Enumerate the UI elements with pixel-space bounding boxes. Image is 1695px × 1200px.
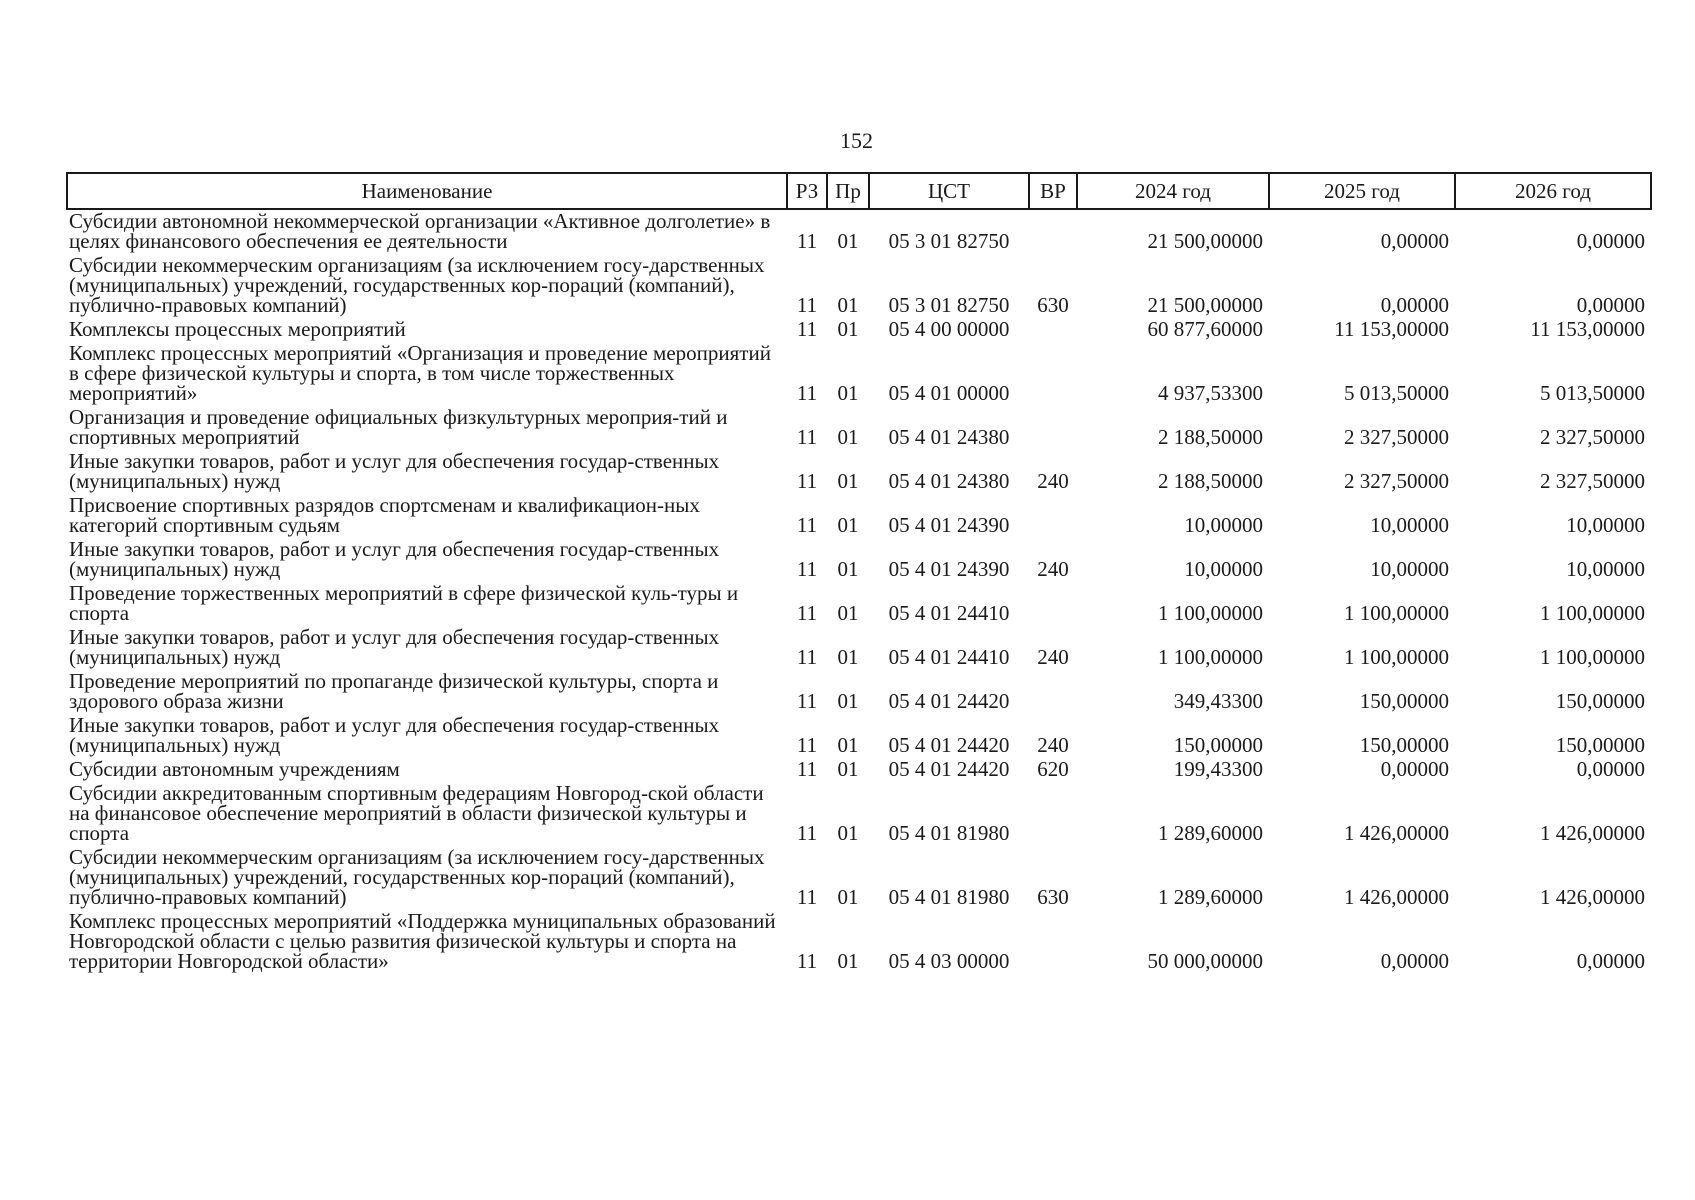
cell-name: Субсидии некоммерческим организациям (за исключением госу-дарственных (муниципальных) учреждений, государственных кор-пораций (компаний), публично-правовых компаний) <box>69 253 765 317</box>
cell-rz: 11 <box>796 293 818 317</box>
cell-2025: 1 100,00000 <box>1344 645 1449 669</box>
cell-2024: 2 188,50000 <box>1158 425 1263 449</box>
cell-2026: 2 327,50000 <box>1540 469 1645 493</box>
header-pr: Пр <box>827 173 869 209</box>
cell-2024: 50 000,00000 <box>1147 949 1263 973</box>
cell-rz: 11 <box>796 885 818 909</box>
cell-vr <box>1029 209 1077 254</box>
cell-2024: 4 937,53300 <box>1158 381 1263 405</box>
cell-cst: 05 4 01 24390 <box>888 557 1010 581</box>
cell-vr: 240 <box>1037 557 1069 581</box>
cell-pr: 01 <box>837 645 859 669</box>
cell-cst: 05 4 01 81980 <box>888 885 1010 909</box>
table-row <box>67 450 1651 494</box>
cell-name: Проведение мероприятий по пропаганде физической культуры, спорта и здорового образа жизни <box>69 669 719 713</box>
cell-2024: 1 289,60000 <box>1158 885 1263 909</box>
cell-vr: 620 <box>1037 757 1069 781</box>
cell-2026: 1 100,00000 <box>1540 601 1645 625</box>
cell-pr: 01 <box>837 229 859 253</box>
cell-rz: 11 <box>796 513 818 537</box>
cell-name: Иные закупки товаров, работ и услуг для обеспечения государ-ственных (муниципальных) нужд <box>69 713 720 757</box>
table-row <box>67 318 1651 342</box>
cell-2026: 5 013,50000 <box>1540 381 1645 405</box>
header-2026: 2026 год <box>1455 173 1651 209</box>
cell-2025: 0,00000 <box>1380 229 1449 253</box>
cell-rz: 11 <box>796 733 818 757</box>
cell-pr: 01 <box>837 425 859 449</box>
cell-vr <box>1029 582 1077 626</box>
cell-rz: 11 <box>796 645 818 669</box>
cell-2026: 0,00000 <box>1576 757 1645 781</box>
cell-pr: 01 <box>837 757 859 781</box>
table-row <box>67 910 1651 974</box>
cell-pr: 01 <box>837 513 859 537</box>
cell-2025: 150,00000 <box>1359 733 1449 757</box>
cell-rz: 11 <box>796 469 818 493</box>
cell-cst: 05 4 01 24420 <box>888 733 1010 757</box>
cell-pr: 01 <box>837 317 859 341</box>
cell-rz: 11 <box>796 557 818 581</box>
cell-name: Присвоение спортивных разрядов спортсменам и квалификацион-ных категорий спортивным судьям <box>69 493 700 537</box>
cell-vr <box>1029 406 1077 450</box>
table-row <box>67 626 1651 670</box>
cell-pr: 01 <box>837 821 859 845</box>
cell-cst: 05 4 01 00000 <box>888 381 1010 405</box>
cell-2024: 10,00000 <box>1184 513 1263 537</box>
cell-2026: 2 327,50000 <box>1540 425 1645 449</box>
cell-rz: 11 <box>796 757 818 781</box>
cell-vr: 630 <box>1037 293 1069 317</box>
table-row <box>67 342 1651 406</box>
cell-2025: 2 327,50000 <box>1344 469 1449 493</box>
cell-name: Субсидии аккредитованным спортивным федерациям Новгород-ской области на финансовое обеспечение мероприятий в области физической культуры и спорта <box>69 781 764 845</box>
cell-2024: 21 500,00000 <box>1147 293 1263 317</box>
cell-2026: 1 426,00000 <box>1540 821 1645 845</box>
cell-2025: 1 100,00000 <box>1344 601 1449 625</box>
cell-name: Иные закупки товаров, работ и услуг для обеспечения государ-ственных (муниципальных) нужд <box>69 625 720 669</box>
cell-vr: 240 <box>1037 733 1069 757</box>
cell-2026: 1 426,00000 <box>1540 885 1645 909</box>
cell-2024: 10,00000 <box>1184 557 1263 581</box>
cell-2025: 5 013,50000 <box>1344 381 1449 405</box>
cell-vr: 240 <box>1037 645 1069 669</box>
cell-name: Иные закупки товаров, работ и услуг для обеспечения государ-ственных (муниципальных) нужд <box>69 449 720 493</box>
cell-2024: 60 877,60000 <box>1147 317 1263 341</box>
header-2025: 2025 год <box>1269 173 1455 209</box>
cell-2026: 10,00000 <box>1566 557 1645 581</box>
cell-cst: 05 4 01 24420 <box>888 689 1010 713</box>
table-row <box>67 670 1651 714</box>
cell-2025: 11 153,00000 <box>1334 317 1449 341</box>
header-vr: ВР <box>1029 173 1077 209</box>
cell-2026: 1 100,00000 <box>1540 645 1645 669</box>
cell-name: Субсидии автономным учреждениям <box>69 757 400 781</box>
cell-vr <box>1029 318 1077 342</box>
table-body <box>67 209 1651 974</box>
table-row <box>67 538 1651 582</box>
cell-cst: 05 4 01 24410 <box>888 601 1010 625</box>
cell-pr: 01 <box>837 689 859 713</box>
cell-pr: 01 <box>837 469 859 493</box>
cell-2025: 1 426,00000 <box>1344 885 1449 909</box>
header-name: Наименование <box>67 173 787 209</box>
cell-2024: 1 289,60000 <box>1158 821 1263 845</box>
cell-pr: 01 <box>837 381 859 405</box>
cell-2025: 10,00000 <box>1370 557 1449 581</box>
cell-cst: 05 3 01 82750 <box>888 293 1010 317</box>
cell-rz: 11 <box>796 601 818 625</box>
cell-2024: 2 188,50000 <box>1158 469 1263 493</box>
cell-pr: 01 <box>837 601 859 625</box>
header-2024: 2024 год <box>1077 173 1269 209</box>
table-row <box>67 758 1651 782</box>
cell-2024: 1 100,00000 <box>1158 645 1263 669</box>
cell-vr <box>1029 494 1077 538</box>
cell-cst: 05 4 01 24420 <box>888 757 1010 781</box>
cell-cst: 05 4 01 24380 <box>888 425 1010 449</box>
cell-name: Организация и проведение официальных физкультурных мероприя-тий и спортивных мероприятий <box>69 405 728 449</box>
table-row <box>67 582 1651 626</box>
cell-2025: 2 327,50000 <box>1344 425 1449 449</box>
cell-name: Иные закупки товаров, работ и услуг для обеспечения государ-ственных (муниципальных) нужд <box>69 537 720 581</box>
cell-vr <box>1029 910 1077 974</box>
cell-rz: 11 <box>796 229 818 253</box>
cell-2024: 21 500,00000 <box>1147 229 1263 253</box>
cell-cst: 05 3 01 82750 <box>888 229 1010 253</box>
cell-2024: 199,43300 <box>1173 757 1263 781</box>
cell-name: Субсидии некоммерческим организациям (за исключением госу-дарственных (муниципальных) учреждений, государственных кор-пораций (компаний), публично-правовых компаний) <box>69 845 765 909</box>
header-rz: РЗ <box>787 173 827 209</box>
table-row <box>67 254 1651 318</box>
table-row <box>67 406 1651 450</box>
cell-vr <box>1029 670 1077 714</box>
cell-pr: 01 <box>837 293 859 317</box>
cell-name: Комплекс процессных мероприятий «Поддержка муниципальных образований Новгородской области с целью развития физической культуры и спорта на территории Новгородской области» <box>69 909 776 973</box>
cell-rz: 11 <box>796 317 818 341</box>
cell-2026: 10,00000 <box>1566 513 1645 537</box>
page-number: 152 <box>840 128 873 153</box>
table-row <box>67 494 1651 538</box>
cell-2026: 150,00000 <box>1555 733 1645 757</box>
table-row <box>67 209 1651 254</box>
table-header <box>67 173 1651 209</box>
table-row <box>67 714 1651 758</box>
cell-2025: 1 426,00000 <box>1344 821 1449 845</box>
cell-2025: 0,00000 <box>1380 949 1449 973</box>
table-row <box>67 782 1651 846</box>
cell-2025: 150,00000 <box>1359 689 1449 713</box>
cell-vr: 240 <box>1037 469 1069 493</box>
cell-name: Комплексы процессных мероприятий <box>69 317 406 341</box>
cell-2025: 10,00000 <box>1370 513 1449 537</box>
cell-cst: 05 4 03 00000 <box>888 949 1010 973</box>
cell-2025: 0,00000 <box>1380 757 1449 781</box>
cell-name: Проведение торжественных мероприятий в сфере физической куль-туры и спорта <box>69 581 739 625</box>
cell-pr: 01 <box>837 557 859 581</box>
cell-2026: 0,00000 <box>1576 293 1645 317</box>
cell-cst: 05 4 01 24410 <box>888 645 1010 669</box>
cell-cst: 05 4 01 24390 <box>888 513 1010 537</box>
cell-rz: 11 <box>796 821 818 845</box>
cell-name: Субсидии автономной некоммерческой организации «Активное долголетие» в целях финансового обеспечения ее деятельности <box>69 209 771 253</box>
cell-rz: 11 <box>796 425 818 449</box>
cell-vr <box>1029 342 1077 406</box>
cell-2026: 150,00000 <box>1555 689 1645 713</box>
cell-pr: 01 <box>837 885 859 909</box>
cell-2024: 1 100,00000 <box>1158 601 1263 625</box>
cell-cst: 05 4 01 81980 <box>888 821 1010 845</box>
cell-rz: 11 <box>796 949 818 973</box>
cell-vr: 630 <box>1037 885 1069 909</box>
cell-name: Комплекс процессных мероприятий «Организация и проведение мероприятий в сфере физической культуры и спорта, в том числе торжественных мероприятий» <box>69 341 771 405</box>
cell-2024: 349,43300 <box>1173 689 1263 713</box>
budget-table <box>66 172 1652 974</box>
cell-pr: 01 <box>837 949 859 973</box>
cell-2026: 0,00000 <box>1576 229 1645 253</box>
table-row <box>67 846 1651 910</box>
cell-2025: 0,00000 <box>1380 293 1449 317</box>
cell-rz: 11 <box>796 381 818 405</box>
cell-pr: 01 <box>837 733 859 757</box>
cell-2024: 150,00000 <box>1173 733 1263 757</box>
cell-rz: 11 <box>796 689 818 713</box>
cell-vr <box>1029 782 1077 846</box>
cell-2026: 0,00000 <box>1576 949 1645 973</box>
cell-cst: 05 4 01 24380 <box>888 469 1010 493</box>
cell-cst: 05 4 00 00000 <box>888 317 1010 341</box>
header-cst: ЦСТ <box>869 173 1029 209</box>
cell-2026: 11 153,00000 <box>1530 317 1645 341</box>
